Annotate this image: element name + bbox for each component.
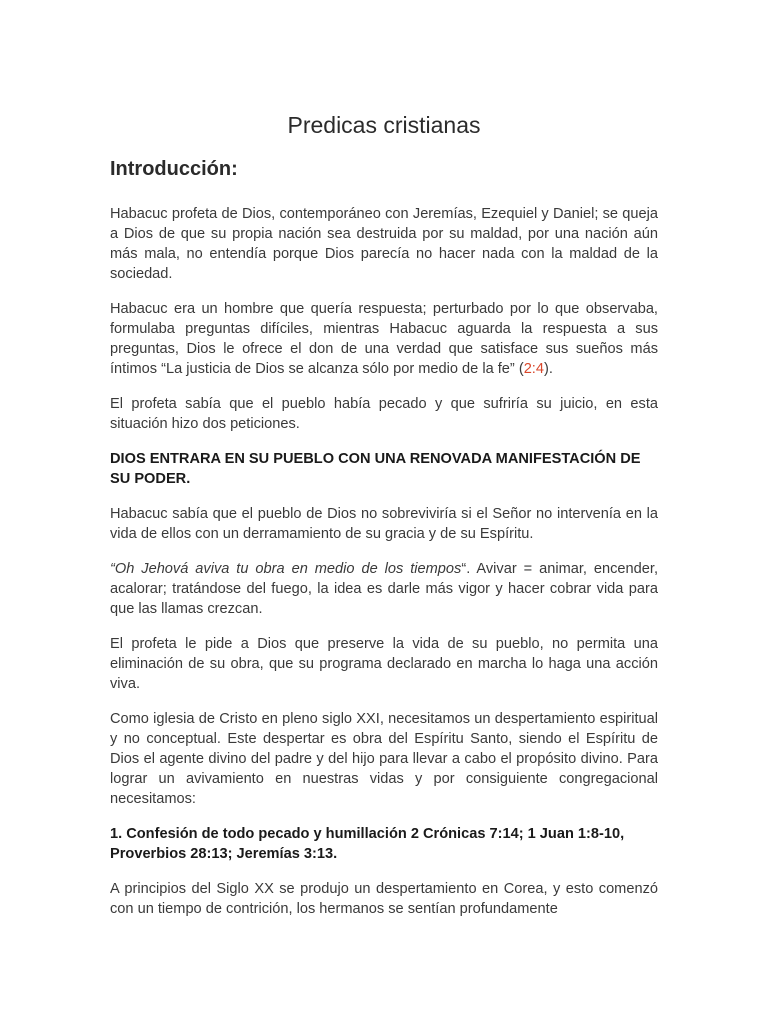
paragraph-8: A principios del Siglo XX se produjo un despertamiento en Corea, y esto comenzó con un tiempo de contrición, los hermanos se sentían profundamente [110,881,658,917]
paragraph-3: El profeta sabía que el pueblo había pecado y que sufriría su juicio, en esta situación hizo dos peticiones. [110,396,658,432]
scripture-quote: “Oh Jehová aviva tu obra en medio de los tiempos [110,561,462,577]
paragraph-4: Habacuc sabía que el pueblo de Dios no sobreviviría si el Señor no intervenía en la vida de ellos con un derramamiento de su gracia y de su Espíritu. [110,506,658,542]
subheading-2: 1. Confesión de todo pecado y humillación 2 Crónicas 7:14; 1 Juan 1:8-10, Proverbios 28:13; Jeremías 3:13. [110,826,625,862]
paragraph-1: Habacuc profeta de Dios, contemporáneo con Jeremías, Ezequiel y Daniel; se queja a Dios de que su propia nación sea destruida por su maldad, por una nación aún más mala, no entendía porque Dios parecía no hacer nada con la maldad de la sociedad. [110,206,658,282]
paragraph-5 [110,559,658,619]
paragraph-2-text: Habacuc era un hombre que quería respuesta; perturbado por lo que observaba, formulaba preguntas difíciles, mientras Habacuc aguarda la respuesta a sus preguntas, Dios le ofrece el don de una verdad que satisface sus sueños más íntimos “La justicia de Dios se alcanza sólo por medio de la fe” ( [110,301,658,377]
paragraph-2-end: ). [543,361,553,377]
paragraph-6: El profeta le pide a Dios que preserve la vida de su pueblo, no permita una eliminación de su obra, que su programa declarado en marcha lo haga una acción viva. [110,636,658,692]
paragraph-5-text: “. Avivar = animar, encender, acalorar; tratándose del fuego, la idea es darle más vigor y hacer cobrar vida para que las llamas crezcan. [110,561,659,617]
paragraph-2 [110,299,658,379]
paragraph-7: Como iglesia de Cristo en pleno siglo XXI, necesitamos un despertamiento espiritual y no conceptual. Este despertar es obra del Espíritu Santo, siendo el Espíritu de Dios el agente divino del padre y del hijo para llevar a cabo el propósito divino. Para lograr un avivamiento en nuestras vidas y por consiguiente congregacional necesitamos: [110,711,658,807]
verse-reference-link[interactable]: 2:4 [523,361,544,377]
subheading-1: DIOS ENTRARA EN SU PUEBLO CON UNA RENOVADA MANIFESTACIÓN DE SU PODER. [110,451,641,487]
document-page [110,110,658,919]
intro-heading: Introducción: [110,158,238,180]
document-title: Predicas cristianas [287,112,481,138]
